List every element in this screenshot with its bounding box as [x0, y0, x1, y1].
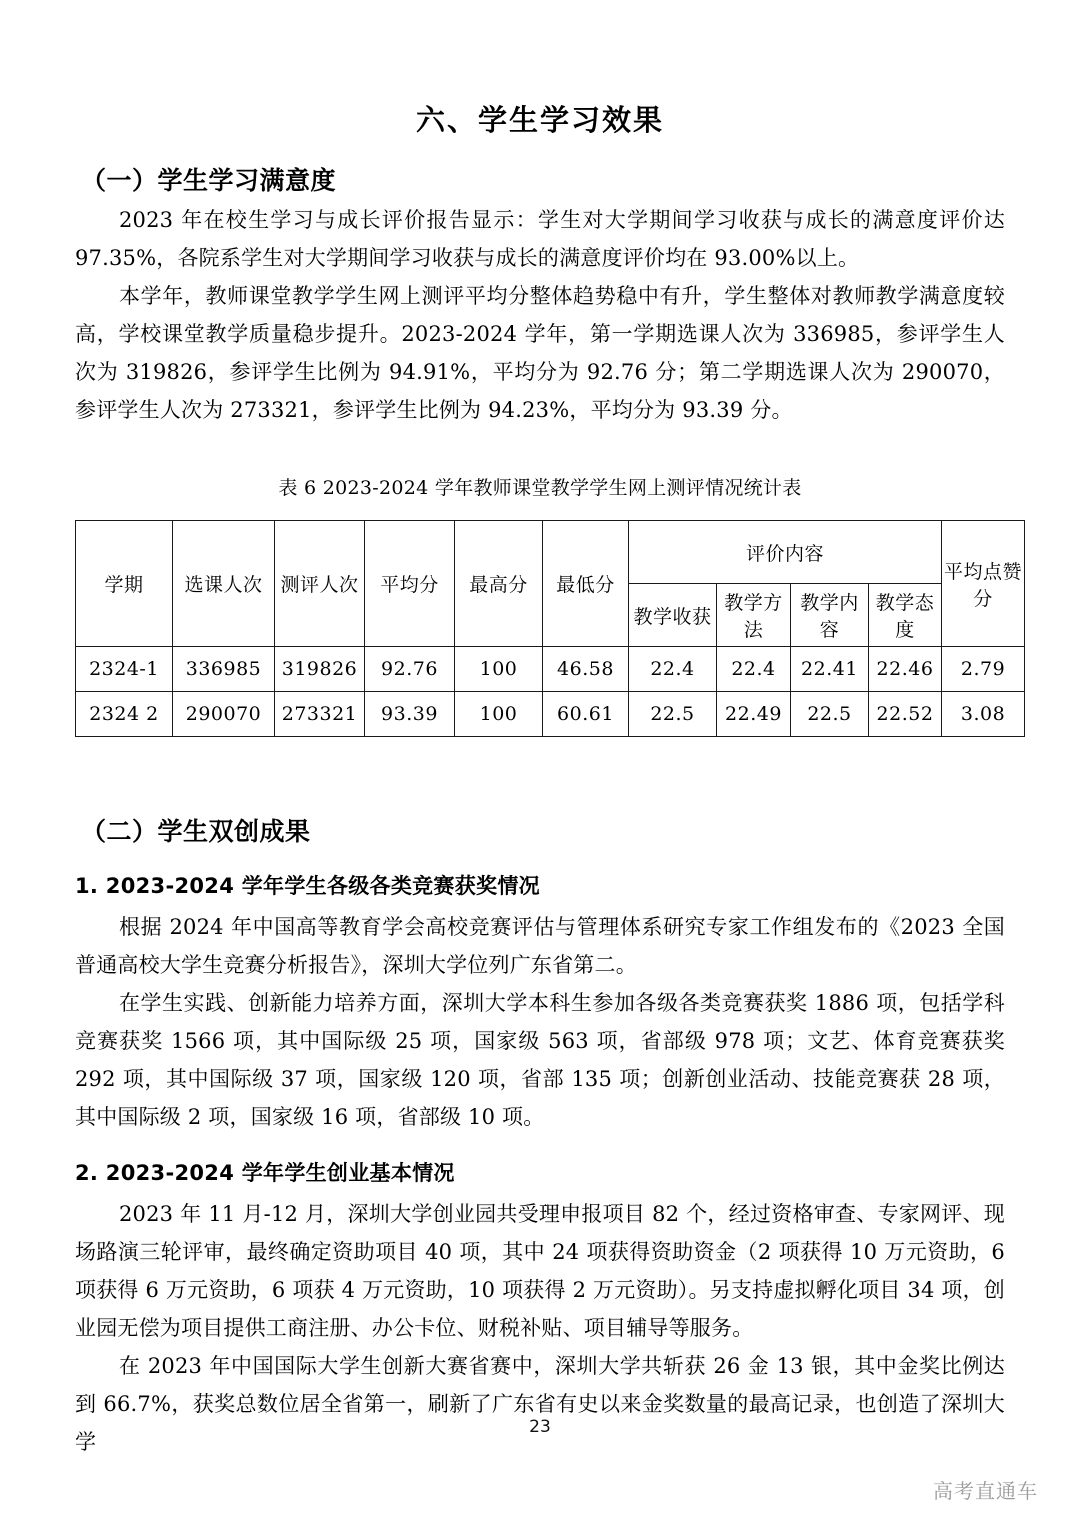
- cell-term: 2324 2: [76, 692, 173, 737]
- table-row: [76, 647, 1025, 692]
- cell-average: 93.39: [365, 692, 455, 737]
- col-header-group-evaluation-content: 评价内容: [629, 521, 942, 584]
- paragraph-satisfaction-1: 2023 年在校生学习与成长评价报告显示：学生对大学期间学习收获与成长的满意度评价达 97.35%，各院系学生对大学期间学习收获与成长的满意度评价均在 93.00%以上。: [75, 208, 1005, 271]
- cell-highest: 100: [455, 692, 543, 737]
- subsection-heading-competitions: 1. 2023-2024 学年学生各级各类竞赛获奖情况: [75, 873, 540, 898]
- col-header-average: 平均分: [365, 521, 455, 647]
- cell-enrolled: 290070: [173, 692, 275, 737]
- cell-gain: 22.4: [629, 647, 717, 692]
- paragraph-entrepreneurship-1: 2023 年 11 月-12 月，深圳大学创业园共受理申报项目 82 个，经过资格审查、专家网评、现场路演三轮评审，最终确定资助项目 40 项，其中 24 项获得资助资金（2 项获得 10 万元资助，6 项获得 6 万元资助，6 项获 4 万元资助，10 项获得 2 万元资助）。另支持虚拟孵化项目 34 项，创业园无偿为项目提供工商注册、办公卡位、财税补贴、项目辅导等服务。: [75, 1202, 1005, 1341]
- cell-content: 22.5: [791, 692, 869, 737]
- col-header-term: 学期: [76, 521, 173, 647]
- cell-likes: 2.79: [942, 647, 1025, 692]
- col-header-gain: 教学收获: [629, 584, 717, 647]
- cell-content: 22.41: [791, 647, 869, 692]
- spacer: [75, 737, 1005, 789]
- col-header-attitude: 教学态度: [869, 584, 942, 647]
- col-header-likes: 平均点赞分: [942, 521, 1025, 647]
- cell-enrolled: 336985: [173, 647, 275, 692]
- table-header-row-1: [76, 521, 1025, 584]
- col-header-highest: 最高分: [455, 521, 543, 647]
- cell-term: 2324-1: [76, 647, 173, 692]
- cell-lowest: 60.61: [543, 692, 629, 737]
- cell-average: 92.76: [365, 647, 455, 692]
- spacer: [75, 900, 1005, 908]
- paragraph-competitions-1: 根据 2024 年中国高等教育学会高校竞赛评估与管理体系研究专家工作组发布的《2023 全国普通高校大学生竞赛分析报告》，深圳大学位列广东省第二。: [75, 915, 1005, 978]
- cell-evaluated: 273321: [275, 692, 365, 737]
- evaluation-statistics-table: [75, 520, 1025, 737]
- cell-gain: 22.5: [629, 692, 717, 737]
- col-header-content: 教学内容: [791, 584, 869, 647]
- cell-attitude: 22.46: [869, 647, 942, 692]
- page-content: [75, 0, 1023, 1461]
- table-body: [76, 647, 1025, 737]
- section-heading-one: （一）学生学习满意度: [81, 165, 337, 195]
- table-head: [76, 521, 1025, 647]
- cell-method: 22.49: [717, 692, 791, 737]
- spacer: [75, 849, 1005, 859]
- paragraph-competitions-2: 在学生实践、创新能力培养方面，深圳大学本科生参加各级各类竞赛获奖 1886 项，包括学科竞赛获奖 1566 项，其中国际级 25 项，国家级 563 项，省部级 978 项；文艺、体育竞赛获奖 292 项，其中国际级 37 项，国家级 120 项，省部 135 项；创新创业活动、技能竞赛获 28 项，其中国际级 2 项，国家级 16 项，省部级 10 项。: [75, 991, 1005, 1130]
- spacer: [75, 1187, 1005, 1195]
- table-row: [76, 692, 1025, 737]
- watermark: 高考直通车: [933, 1479, 1038, 1503]
- subsection-heading-entrepreneurship: 2. 2023-2024 学年学生创业基本情况: [75, 1161, 455, 1186]
- cell-lowest: 46.58: [543, 647, 629, 692]
- cell-attitude: 22.52: [869, 692, 942, 737]
- section-heading-two: （二）学生双创成果: [81, 817, 311, 847]
- col-header-lowest: 最低分: [543, 521, 629, 647]
- cell-method: 22.4: [717, 647, 791, 692]
- col-header-enrolled: 选课人次: [173, 521, 275, 647]
- cell-evaluated: 319826: [275, 647, 365, 692]
- table-caption: 表 6 2023-2024 学年教师课堂教学学生网上测评情况统计表: [278, 477, 802, 500]
- page-title: 六、学生学习效果: [415, 103, 664, 137]
- col-header-method: 教学方法: [717, 584, 791, 647]
- cell-likes: 3.08: [942, 692, 1025, 737]
- paragraph-satisfaction-2: 本学年，教师课堂教学学生网上测评平均分整体趋势稳中有升，学生整体对教师教学满意度较高，学校课堂教学质量稳步提升。2023-2024 学年，第一学期选课人次为 336985，参评学生人次为 319826，参评学生比例为 94.91%，平均分为 92.76 分；第二学期选课人次为 290070，参评学生人次为 273321，参评学生比例为 94.23%，平均分为 93.39 分。: [75, 284, 1005, 423]
- page-number: 23: [529, 1417, 551, 1437]
- col-header-evaluated: 测评人次: [275, 521, 365, 647]
- cell-highest: 100: [455, 647, 543, 692]
- paragraph-entrepreneurship-2: 在 2023 年中国国际大学生创新大赛省赛中，深圳大学共斩获 26 金 13 银，其中金奖比例达到 66.7%，获奖总数位居全省第一，刷新了广东省有史以来金奖数量的最高记录，也创造了深圳大学: [75, 1354, 1005, 1455]
- spacer: [75, 1136, 1005, 1146]
